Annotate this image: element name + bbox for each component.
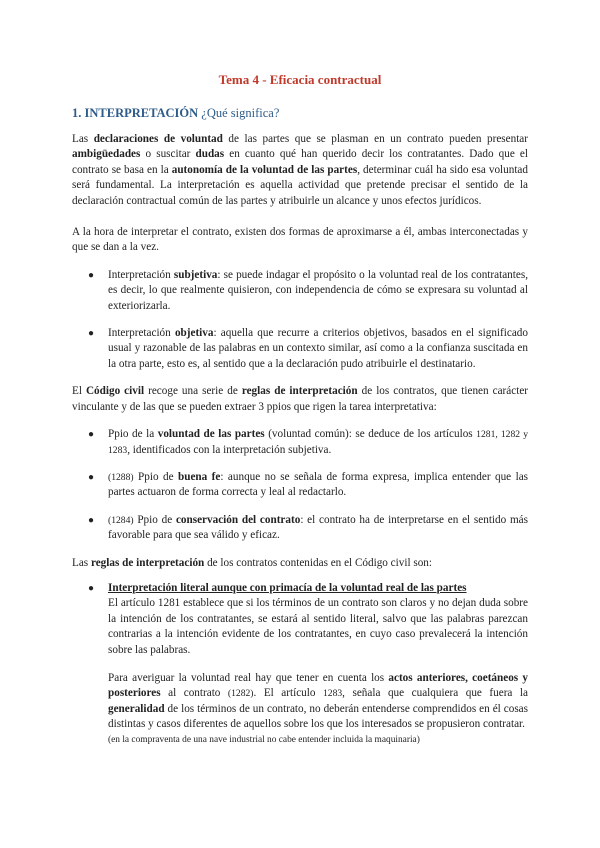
text-run: (voluntad común): se deduce de los artículos	[264, 428, 477, 441]
text-run: de los términos de un contrato, no deberán entenderse comprendidos en él cosas distintas y casos diferentes de aquellos sobre los que los interesados se propusieron contratar.	[108, 702, 528, 731]
bullet-icon: ●	[88, 471, 95, 483]
bold-term: autonomía de la voluntad de las partes	[171, 163, 358, 176]
text-run: al contrato	[160, 687, 228, 700]
text-run: , determinar cuál ha sido esa voluntad será fundamental. La interpretación es aquella actividad que pretende precisar el sentido de la declaración contractual común de las partes y atribuirle un alcance y unos efectos jurídicos.	[72, 163, 528, 207]
text-run: , identificados con la interpretación subjetiva.	[127, 443, 332, 456]
bold-term: ambigüedades	[72, 148, 141, 161]
bold-term: Código civil	[85, 385, 145, 398]
text-run: Para averiguar la voluntad real hay que tener en cuenta los	[108, 671, 389, 684]
example-note: (en la compraventa de una nave industrial no cabe entender incluida la maquinaria)	[108, 734, 420, 745]
text-run: Ppio de	[133, 470, 178, 483]
text-run: Ppio de la	[108, 428, 158, 441]
text-run: : el contrato ha de interpretarse en el sentido más favorable para que sea válido y eficaz.	[108, 513, 529, 542]
intro-paragraph	[72, 132, 528, 209]
bold-term: buena fe	[178, 470, 221, 483]
document-body	[72, 132, 528, 748]
text-run: de las partes que se plasman en un contrato pueden presentar	[222, 133, 529, 145]
text-run: en cuanto qué han querido decir los contratantes. Dado que el contrato se basa en la	[72, 148, 528, 176]
article-ref: (1288)	[108, 471, 134, 483]
two-forms-paragraph: A la hora de interpretar el contrato, existen dos formas de aproximarse a él, ambas interconectadas y que se dan a la vez.	[72, 226, 528, 254]
bold-term: reglas de interpretación	[241, 385, 358, 398]
bullet-icon: ●	[88, 514, 95, 526]
text-run: de los contratos contenidas en el Código civil son:	[204, 556, 433, 569]
bullet-icon: ●	[88, 429, 95, 441]
bullet-icon: ●	[88, 269, 95, 281]
list-item	[72, 581, 528, 748]
text-run: Las	[72, 556, 91, 569]
text-run: : aunque no se señala de forma expresa, implica entender que las partes actuaron de forma correcta y leal al redactarlo.	[108, 470, 529, 499]
bold-term: objetiva	[174, 327, 214, 340]
list-item	[72, 268, 528, 314]
section-heading	[72, 106, 279, 121]
text-run: El	[72, 385, 86, 398]
rule-voluntad-paragraph	[108, 671, 528, 733]
text-run: : aquella que recurre a criterios objetivos, basados en el significado usual y razonable de las palabras en un contexto similar, así como a la confianza suscitada en la otra parte, esto es, al sentido que a la declaración pudo atribuirle el destinatario.	[108, 327, 528, 370]
rule-body-paragraph: El artículo 1281 establece que si los términos de un contrato son claros y no dejan duda sobre la intención de los contratantes, se estará al sentido literal, salvo que las palabras parezcan contrarias a la intención evidente de los contratantes, en cuyo caso prevalecerá la intención sobre las palabras.	[108, 597, 528, 656]
text-run: , señala que cualquiera que fuera la	[342, 687, 528, 700]
reglas-paragraph	[72, 556, 528, 571]
bold-term: reglas de interpretación	[90, 556, 205, 569]
text-run: Ppio de	[133, 513, 176, 526]
forms-list	[72, 268, 528, 372]
article-ref: (1282)	[227, 688, 254, 700]
text-run: o suscitar	[140, 148, 196, 161]
text-run: recoge una serie de	[144, 385, 242, 398]
text-run: Interpretación	[108, 327, 175, 340]
bold-term: subjetiva	[173, 268, 218, 281]
text-run: Interpretación	[108, 268, 174, 281]
bullet-icon: ●	[88, 582, 95, 594]
document-title: Tema 4 - Eficacia contractual	[218, 72, 382, 87]
section-number-title: 1. INTERPRETACIÓN	[72, 106, 199, 120]
article-ref: (1284)	[108, 514, 134, 526]
text-run: de los contratos, que tienen carácter vinculante y de las que se pueden extraer 3 ppios que rigen la tarea interpretativa:	[72, 385, 529, 413]
text-run: Las	[72, 133, 94, 145]
text-run: : se puede indagar el propósito o la voluntad real de los contratantes, es decir, lo que realmente quisieron, con independencia de cómo se expresara su voluntad al exteriorizarla.	[108, 268, 528, 312]
list-item	[72, 427, 528, 458]
rule-heading: Interpretación literal aunque con primacía de la voluntad real de las partes	[108, 581, 467, 594]
list-item	[72, 326, 528, 372]
bold-term: declaraciones de voluntad	[93, 133, 223, 145]
bold-term: voluntad de las partes	[157, 428, 265, 441]
list-item	[72, 513, 528, 544]
codigo-paragraph	[72, 384, 528, 415]
bullet-icon: ●	[88, 328, 95, 340]
text-run: . El artículo	[253, 687, 323, 700]
bold-term: dudas	[195, 148, 225, 161]
section-subtitle: ¿Qué significa?	[201, 106, 280, 120]
list-item	[72, 470, 528, 501]
principles-list	[72, 427, 528, 543]
bold-term: conservación del contrato	[175, 513, 301, 526]
bold-term: actos anteriores, coetáneos y posteriores	[108, 671, 529, 700]
article-ref: 1283	[322, 688, 343, 700]
rules-list	[72, 581, 528, 748]
bold-term: generalidad	[108, 702, 165, 715]
article-ref: 1281, 1282 y 1283	[108, 429, 528, 456]
